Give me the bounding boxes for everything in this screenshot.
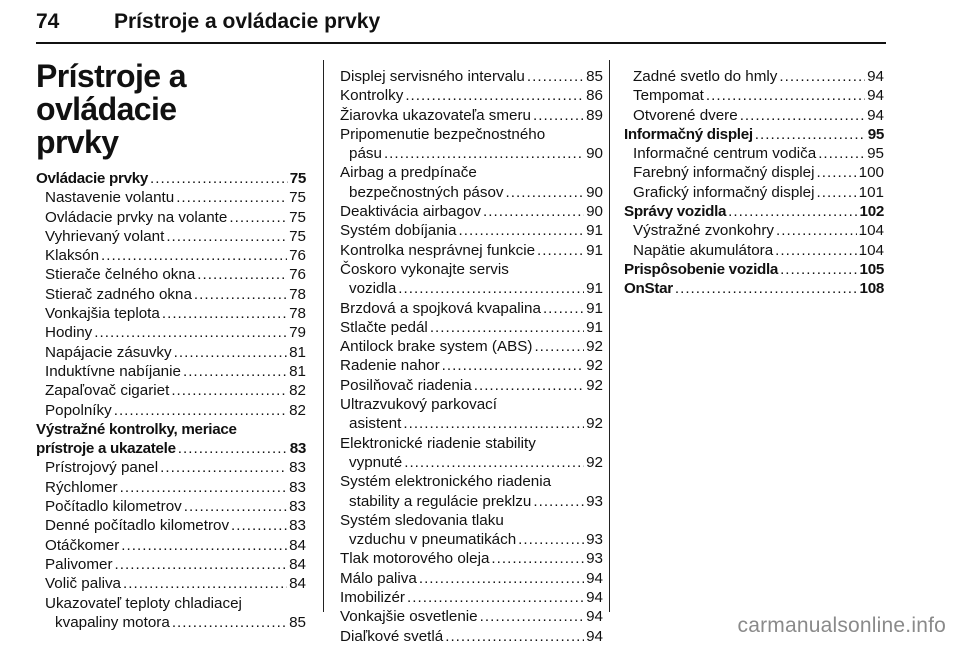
toc-entry[interactable] bbox=[36, 381, 306, 400]
leader-dots bbox=[178, 439, 288, 458]
toc-entry-text: Systém elektronického riadenia bbox=[340, 473, 552, 491]
toc-entry-text: Napätie akumulátora bbox=[633, 241, 774, 259]
toc-entry-text: Rýchlomer bbox=[45, 478, 118, 496]
leader-dots bbox=[121, 536, 287, 555]
toc-group-title: Správy vozidla bbox=[624, 203, 727, 221]
toc-entry-text: Systém sledovania tlaku bbox=[340, 511, 504, 529]
toc-page: 94 bbox=[586, 627, 603, 645]
leader-dots bbox=[404, 453, 584, 472]
toc-column-2 bbox=[340, 67, 603, 646]
leader-dots bbox=[172, 613, 287, 632]
toc-page: 90 bbox=[586, 203, 603, 221]
toc-entry-line1[interactable] bbox=[340, 511, 603, 530]
leader-dots bbox=[114, 401, 287, 420]
toc-entry[interactable] bbox=[340, 549, 603, 568]
toc-entry[interactable] bbox=[340, 337, 603, 356]
toc-page: 83 bbox=[289, 498, 306, 516]
toc-entry[interactable] bbox=[340, 144, 603, 163]
toc-entry-text: Nastavenie volantu bbox=[45, 189, 175, 207]
toc-group-title: Výstražné kontrolky, meriace bbox=[36, 420, 237, 438]
toc-group-heading[interactable] bbox=[624, 260, 884, 279]
toc-entry[interactable] bbox=[340, 414, 603, 433]
leader-dots bbox=[197, 265, 287, 284]
toc-page: 81 bbox=[289, 343, 306, 361]
toc-entry[interactable] bbox=[36, 516, 306, 535]
leader-dots bbox=[398, 279, 584, 298]
toc-entry-text: vozidla bbox=[349, 280, 397, 298]
toc-entry[interactable] bbox=[36, 613, 306, 632]
toc-page: 95 bbox=[867, 145, 884, 163]
toc-entry-text: Ovládacie prvky na volante bbox=[45, 208, 228, 226]
toc-page: 84 bbox=[289, 555, 306, 573]
toc-page: 92 bbox=[586, 415, 603, 433]
toc-entry-text: Zapaľovač cigariet bbox=[45, 382, 170, 400]
toc-page: 85 bbox=[586, 68, 603, 85]
toc-entry-text: pásu bbox=[349, 145, 382, 163]
leader-dots bbox=[779, 67, 865, 86]
leader-dots bbox=[543, 299, 584, 318]
toc-entry-text: Volič paliva bbox=[45, 575, 121, 593]
toc-column-3 bbox=[624, 67, 884, 299]
toc-group-heading[interactable] bbox=[624, 125, 884, 144]
toc-page: 94 bbox=[867, 87, 884, 105]
toc-entry-text: Žiarovka ukazovateľa smeru bbox=[340, 106, 531, 124]
toc-entry-text: Otáčkomer bbox=[45, 536, 120, 554]
leader-dots bbox=[816, 183, 856, 202]
leader-dots bbox=[518, 530, 584, 549]
leader-dots bbox=[231, 516, 287, 535]
toc-entry[interactable] bbox=[340, 569, 603, 588]
leader-dots bbox=[755, 125, 866, 144]
leader-dots bbox=[229, 208, 287, 227]
toc-page: 105 bbox=[859, 260, 884, 278]
toc-page: 83 bbox=[289, 459, 306, 477]
toc-entry[interactable] bbox=[36, 362, 306, 381]
leader-dots bbox=[120, 478, 288, 497]
toc-page: 94 bbox=[586, 569, 603, 587]
toc-entry[interactable] bbox=[340, 202, 603, 221]
toc-entry[interactable] bbox=[36, 343, 306, 362]
toc-page: 75 bbox=[289, 170, 306, 187]
toc-page: 94 bbox=[586, 589, 603, 607]
toc-column-1 bbox=[36, 169, 306, 632]
toc-entry-line1[interactable] bbox=[340, 434, 603, 453]
toc-group-heading[interactable] bbox=[624, 279, 884, 298]
toc-entry[interactable] bbox=[36, 536, 306, 555]
toc-page: 91 bbox=[586, 299, 603, 317]
leader-dots bbox=[491, 549, 584, 568]
toc-entry-text: Tlak motorového oleja bbox=[340, 550, 490, 568]
toc-group-heading-line1[interactable] bbox=[36, 420, 306, 439]
toc-entry[interactable] bbox=[340, 86, 603, 105]
leader-dots bbox=[194, 285, 287, 304]
toc-page: 89 bbox=[586, 106, 603, 124]
toc-page: 104 bbox=[858, 222, 884, 240]
toc-page: 95 bbox=[867, 125, 884, 143]
toc-page: 108 bbox=[859, 280, 884, 298]
toc-entry[interactable] bbox=[624, 183, 884, 202]
toc-page: 86 bbox=[586, 87, 603, 105]
toc-entry-text: Imobilizér bbox=[340, 589, 405, 607]
leader-dots bbox=[780, 260, 857, 279]
toc-entry-text: Stlačte pedál bbox=[340, 318, 428, 336]
watermark: carmanualsonline.info bbox=[737, 614, 946, 637]
toc-page: 76 bbox=[289, 247, 306, 265]
leader-dots bbox=[706, 86, 865, 105]
toc-page: 90 bbox=[586, 183, 603, 201]
toc-entry[interactable] bbox=[340, 279, 603, 298]
toc-entry[interactable] bbox=[36, 227, 306, 246]
toc-entry[interactable] bbox=[36, 401, 306, 420]
toc-page: 84 bbox=[289, 536, 306, 554]
leader-dots bbox=[162, 304, 287, 323]
toc-page: 84 bbox=[289, 575, 306, 593]
toc-page: 92 bbox=[586, 376, 603, 394]
toc-entry-text: Grafický informačný displej bbox=[633, 183, 815, 201]
toc-page: 93 bbox=[586, 531, 603, 549]
toc-entry[interactable] bbox=[340, 67, 603, 86]
running-title: Prístroje a ovládacie prvky bbox=[114, 10, 381, 33]
toc-entry-line1[interactable] bbox=[340, 472, 603, 491]
toc-page: 92 bbox=[586, 338, 603, 356]
toc-entry-text: Popolníky bbox=[45, 401, 112, 419]
toc-page: 79 bbox=[289, 324, 306, 342]
toc-entry-text: Vonkajšia teplota bbox=[45, 305, 160, 323]
leader-dots bbox=[818, 144, 865, 163]
toc-entry-text: vzduchu v pneumatikách bbox=[349, 531, 517, 549]
leader-dots bbox=[506, 183, 585, 202]
toc-entry[interactable] bbox=[340, 221, 603, 240]
leader-dots bbox=[101, 246, 287, 265]
toc-page: 91 bbox=[586, 241, 603, 259]
toc-entry-text: Napájacie zásuvky bbox=[45, 343, 172, 361]
toc-page: 90 bbox=[586, 145, 603, 163]
toc-entry-text: Ukazovateľ teploty chladiacej bbox=[45, 594, 242, 612]
section-title-line2: prvky bbox=[36, 124, 119, 160]
toc-page: 81 bbox=[289, 362, 306, 380]
toc-page: 83 bbox=[289, 440, 306, 458]
toc-page: 78 bbox=[289, 305, 306, 323]
leader-dots bbox=[527, 67, 584, 86]
toc-page: 91 bbox=[586, 280, 603, 298]
toc-group-title: prístroje a ukazatele bbox=[36, 440, 176, 458]
toc-page: 92 bbox=[586, 357, 603, 375]
leader-dots bbox=[405, 86, 584, 105]
toc-entry-text: Zadné svetlo do hmly bbox=[633, 68, 778, 85]
leader-dots bbox=[483, 202, 584, 221]
toc-entry-line1[interactable] bbox=[340, 260, 603, 279]
toc-entry-text: Kontrolky bbox=[340, 87, 404, 105]
toc-page: 82 bbox=[289, 382, 306, 400]
toc-entry[interactable] bbox=[36, 285, 306, 304]
toc-entry[interactable] bbox=[340, 453, 603, 472]
toc-entry-text: Otvorené dvere bbox=[633, 106, 738, 124]
toc-page: 104 bbox=[858, 241, 884, 259]
toc-entry-text: Stierač zadného okna bbox=[45, 285, 192, 303]
leader-dots bbox=[480, 607, 584, 626]
leader-dots bbox=[675, 279, 858, 298]
leader-dots bbox=[183, 362, 287, 381]
toc-page: 76 bbox=[289, 266, 306, 284]
toc-entry[interactable] bbox=[340, 356, 603, 375]
leader-dots bbox=[184, 497, 287, 516]
toc-entry[interactable] bbox=[36, 497, 306, 516]
toc-entry[interactable] bbox=[624, 86, 884, 105]
toc-page: 83 bbox=[289, 517, 306, 535]
toc-entry-text: Čoskoro vykonajte servis bbox=[340, 260, 509, 278]
leader-dots bbox=[474, 376, 584, 395]
toc-entry[interactable] bbox=[624, 67, 884, 86]
toc-page: 78 bbox=[289, 285, 306, 303]
toc-entry[interactable] bbox=[36, 246, 306, 265]
leader-dots bbox=[176, 188, 287, 207]
toc-entry[interactable] bbox=[36, 478, 306, 497]
toc-entry[interactable] bbox=[36, 458, 306, 477]
page-number: 74 bbox=[36, 10, 60, 33]
column-divider-2 bbox=[609, 60, 610, 612]
toc-entry[interactable] bbox=[340, 318, 603, 337]
toc-entry-text: Tempomat bbox=[633, 87, 704, 105]
leader-dots bbox=[174, 343, 287, 362]
toc-entry-text: Posilňovač riadenia bbox=[340, 376, 472, 394]
toc-entry-text: bezpečnostných pásov bbox=[349, 183, 504, 201]
leader-dots bbox=[123, 574, 287, 593]
toc-entry-text: stability a regulácie preklzu bbox=[349, 492, 532, 510]
toc-entry-text: Kontrolka nesprávnej funkcie bbox=[340, 241, 536, 259]
toc-entry[interactable] bbox=[36, 208, 306, 227]
toc-entry-text: Výstražné zvonkohry bbox=[633, 222, 774, 240]
leader-dots bbox=[442, 356, 584, 375]
toc-page: 94 bbox=[586, 608, 603, 626]
toc-entry-text: Informačné centrum vodiča bbox=[633, 145, 817, 163]
toc-entry-text: vypnuté bbox=[349, 453, 403, 471]
column-divider-1 bbox=[323, 60, 324, 612]
toc-entry-text: Hodiny bbox=[45, 324, 93, 342]
toc-page: 91 bbox=[586, 318, 603, 336]
toc-page: 85 bbox=[289, 613, 306, 631]
toc-group-title: Informačný displej bbox=[624, 125, 753, 143]
toc-entry-text: Induktívne nabíjanie bbox=[45, 362, 181, 380]
leader-dots bbox=[533, 492, 584, 511]
toc-page: 83 bbox=[289, 478, 306, 496]
leader-dots bbox=[817, 163, 857, 182]
toc-entry[interactable] bbox=[36, 323, 306, 342]
leader-dots bbox=[430, 318, 584, 337]
toc-entry-text: Antilock brake system (ABS) bbox=[340, 338, 533, 356]
toc-entry-text: asistent bbox=[349, 415, 402, 433]
toc-group-heading[interactable] bbox=[624, 202, 884, 221]
toc-entry-line1[interactable] bbox=[340, 125, 603, 144]
toc-entry[interactable] bbox=[36, 304, 306, 323]
leader-dots bbox=[150, 169, 288, 188]
toc-entry[interactable] bbox=[340, 627, 603, 646]
toc-page: 100 bbox=[858, 164, 884, 182]
toc-entry[interactable] bbox=[340, 588, 603, 607]
toc-entry-text: Počítadlo kilometrov bbox=[45, 498, 182, 516]
toc-entry-text: Elektronické riadenie stability bbox=[340, 434, 536, 452]
toc-entry[interactable] bbox=[36, 574, 306, 593]
section-title bbox=[36, 60, 306, 159]
toc-entry-line1[interactable] bbox=[340, 163, 603, 182]
toc-entry-text: Stierače čelného okna bbox=[45, 266, 196, 284]
toc-entry[interactable] bbox=[340, 299, 603, 318]
toc-entry[interactable] bbox=[340, 530, 603, 549]
toc-entry-text: Displej servisného intervalu bbox=[340, 68, 525, 85]
toc-group-title: Prispôsobenie vozidla bbox=[624, 260, 779, 278]
toc-page: 93 bbox=[586, 492, 603, 510]
toc-page: 93 bbox=[586, 550, 603, 568]
leader-dots bbox=[534, 337, 584, 356]
toc-entry-text: Palivomer bbox=[45, 555, 113, 573]
toc-entry-text: Denné počítadlo kilometrov bbox=[45, 517, 230, 535]
toc-entry[interactable] bbox=[624, 106, 884, 125]
toc-entry[interactable] bbox=[624, 144, 884, 163]
toc-entry-text: Systém dobíjania bbox=[340, 222, 457, 240]
toc-entry[interactable] bbox=[340, 376, 603, 395]
toc-entry-text: Vyhrievaný volant bbox=[45, 227, 165, 245]
toc-page: 75 bbox=[289, 189, 306, 207]
leader-dots bbox=[419, 569, 584, 588]
toc-entry-text: Brzdová a spojková kvapalina bbox=[340, 299, 541, 317]
toc-entry[interactable] bbox=[36, 555, 306, 574]
toc-page: 91 bbox=[586, 222, 603, 240]
leader-dots bbox=[166, 227, 287, 246]
toc-entry-text: Deaktivácia airbagov bbox=[340, 203, 481, 221]
toc-entry[interactable] bbox=[36, 265, 306, 284]
leader-dots bbox=[533, 106, 584, 125]
toc-entry[interactable] bbox=[624, 241, 884, 260]
toc-entry[interactable] bbox=[340, 492, 603, 511]
toc-entry-text: Diaľkové svetlá bbox=[340, 627, 444, 645]
leader-dots bbox=[740, 106, 865, 125]
leader-dots bbox=[115, 555, 288, 574]
toc-entry[interactable] bbox=[340, 183, 603, 202]
toc-page: 92 bbox=[586, 453, 603, 471]
toc-group-title: Ovládacie prvky bbox=[36, 170, 149, 187]
toc-entry[interactable] bbox=[36, 188, 306, 207]
section-title-line1: Prístroje a ovládacie bbox=[36, 58, 186, 127]
toc-entry-text: Pripomenutie bezpečnostného bbox=[340, 125, 546, 143]
toc-entry[interactable] bbox=[340, 241, 603, 260]
toc-page: 82 bbox=[289, 401, 306, 419]
leader-dots bbox=[728, 202, 857, 221]
leader-dots bbox=[403, 414, 584, 433]
toc-entry-text: Prístrojový panel bbox=[45, 459, 159, 477]
leader-dots bbox=[407, 588, 584, 607]
leader-dots bbox=[537, 241, 584, 260]
leader-dots bbox=[171, 381, 287, 400]
toc-entry[interactable] bbox=[624, 163, 884, 182]
toc-entry[interactable] bbox=[340, 607, 603, 626]
toc-entry-text: Radenie nahor bbox=[340, 357, 440, 375]
toc-entry-text: kvapaliny motora bbox=[55, 613, 170, 631]
toc-group-heading[interactable] bbox=[36, 169, 306, 188]
toc-page: 94 bbox=[867, 106, 884, 124]
toc-entry-text: Airbag a predpínače bbox=[340, 164, 477, 182]
toc-entry-line1[interactable] bbox=[340, 395, 603, 414]
toc-page: 75 bbox=[289, 208, 306, 226]
toc-entry-text: Farebný informačný displej bbox=[633, 164, 815, 182]
toc-entry-text: Klaksón bbox=[45, 247, 100, 265]
toc-entry-text: Ultrazvukový parkovací bbox=[340, 396, 497, 414]
leader-dots bbox=[94, 323, 287, 342]
leader-dots bbox=[459, 221, 585, 240]
toc-entry-text: Vonkajšie osvetlenie bbox=[340, 608, 478, 626]
toc-page: 102 bbox=[859, 203, 884, 221]
toc-group-heading[interactable] bbox=[36, 439, 306, 458]
toc-entry[interactable] bbox=[624, 221, 884, 240]
leader-dots bbox=[776, 221, 857, 240]
toc-group-title: OnStar bbox=[624, 280, 673, 298]
toc-page: 101 bbox=[858, 183, 884, 201]
toc-page: 94 bbox=[867, 68, 884, 85]
leader-dots bbox=[384, 144, 584, 163]
toc-page: 75 bbox=[289, 227, 306, 245]
toc-entry[interactable] bbox=[340, 106, 603, 125]
leader-dots bbox=[160, 458, 287, 477]
page-header bbox=[36, 6, 886, 44]
leader-dots bbox=[775, 241, 857, 260]
toc-entry-line1[interactable] bbox=[36, 594, 306, 613]
leader-dots bbox=[445, 627, 584, 646]
toc-entry-text: Málo paliva bbox=[340, 569, 417, 587]
